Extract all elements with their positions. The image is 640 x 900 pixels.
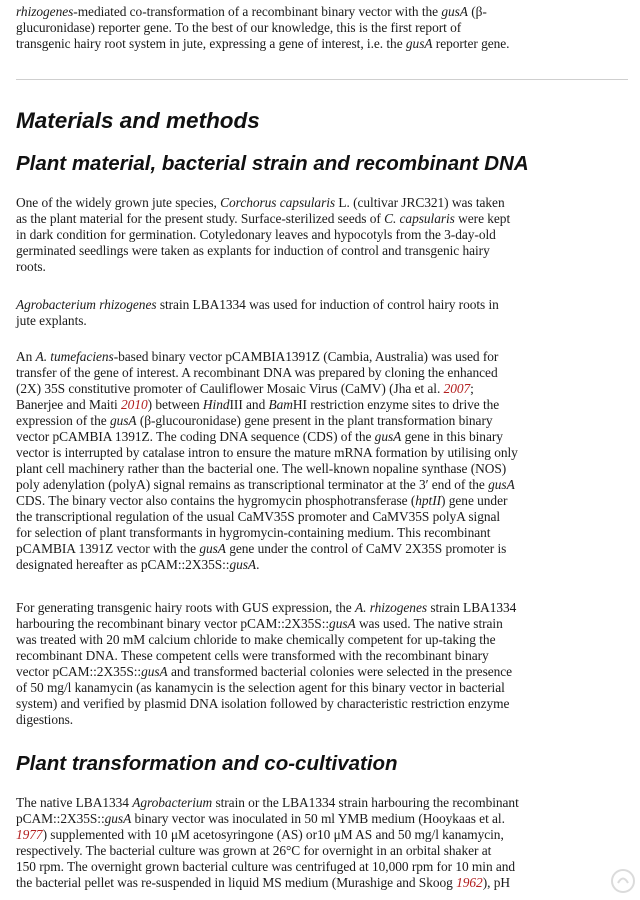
watermark-logo-icon: [610, 868, 636, 894]
paragraph-transgenic-hairy-roots: For generating transgenic hairy roots with GUS expression, the A. rhizogenes strain LBA1334 harbouring the recombinant binary vector pCAM::2X35S::gusA was used. The native strain was treated with 20 mM calcium chloride to make chemically competent for up-taking the recombinant DNA. These competent cells were transformed with the recombinant binary vector pCAM::2X35S::gusA and transformed bacterial colonies were selected in the presence of 50 mg/l kanamycin (as kanamycin is the selection agent for this binary vector in bacterial system) and verified by plasmid DNA isolation followed by characteristic restriction enzyme digestions.: [16, 600, 517, 727]
italic-term: gusA: [329, 616, 356, 631]
italic-term: gusA: [405, 36, 433, 51]
italic-term: Agrobacterium: [132, 795, 213, 810]
citation-year-link[interactable]: 1962: [456, 875, 483, 890]
italic-term: gusA: [109, 413, 137, 428]
italic-term: gusA: [374, 429, 402, 444]
paragraph-binary-vector: An A. tumefaciens-based binary vector pCAMBIA1391Z (Cambia, Australia) was used for transfer of the gene of interest. A recombinant DNA was prepared by cloning the enhanced (2X) 35S constitutive promoter of Cauliflower Mosaic Virus (CaMV) (Jha et al. 2007; Banerjee and Maiti 2010) between HindIII and BamHI restriction enzyme sites to drive the expression of the gusA (β-glucouronidase) gene present in the plant transformation binary vector pCAMBIA 1391Z. The coding DNA sequence (CDS) of the gusA gene in this binary vector is interrupted by catalase intron to ensure the mature mRNA formation by utilising only plant cell machinery rather than the bacterial one. The well-known nopaline synthase (NOS) poly adenylation (polyA) signal remains as transcriptional terminator at the 3′ end of the gusA CDS. The binary vector also contains the hygromycin phosphotransferase (hptII) gene under the transcriptional regulation of the usual CaMV35S promoter and CaMV35S polyA signal for selection of plant transformants in hygromycin-containing medium. This recombinant pCAMBIA 1391Z vector with the gusA gene under the control of CaMV 2X35S promoter is designated hereafter as pCAM::2X35S::gusA.: [16, 349, 518, 572]
italic-term: Corchorus capsularis: [220, 195, 336, 210]
italic-term: gusA: [104, 811, 132, 826]
italic-term: gusA: [441, 4, 468, 19]
paragraph-cocultivation: The native LBA1334 Agrobacterium strain or the LBA1334 strain harbouring the recombinant pCAM::2X35S::gusA binary vector was inoculated in 50 ml YMB medium (Hooykaas et al. 1977) supplemented with 10 μM acetosyringone (AS) or10 μM AS and 50 mg/l kanamycin, respectively. The bacterial culture was grown at 26°C for overnight in an orbital shaker at 150 rpm. The overnight grown bacterial culture was centrifuged at 10,000 rpm for 10 min and the bacterial pellet was re-suspended in liquid MS medium (Murashige and Skoog 1962), pH: [16, 795, 519, 890]
italic-term: gusA: [199, 541, 226, 556]
citation-year-link[interactable]: 2010: [121, 397, 148, 412]
paragraph-agrobacterium-strain: Agrobacterium rhizogenes strain LBA1334 was used for induction of control hairy roots in jute explants.: [16, 297, 499, 328]
italic-term: gusA: [229, 557, 257, 572]
italic-term: Bam: [268, 397, 293, 412]
section-heading-materials-methods: Materials and methods: [16, 108, 260, 133]
italic-term: rhizogenes: [16, 4, 74, 19]
section-divider: [16, 79, 628, 80]
subsection-heading-plant-material: Plant material, bacterial strain and recombinant DNA: [16, 152, 529, 175]
citation-year-link[interactable]: 2007: [443, 381, 471, 396]
italic-term: C. capsularis: [384, 211, 455, 226]
italic-term: hptII: [415, 493, 442, 508]
italic-term: Hind: [202, 397, 230, 412]
paragraph-plant-material: One of the widely grown jute species, Corchorus capsularis L. (cultivar JRC321) was taken as the plant material for the present study. Surface-sterilized seeds of C. capsularis were kept in dark condition for germination. Cotyledonary leaves and hypocotyls from the 3-day-old germinated seedlings were taken as explants for induction of control and transgenic hairy roots.: [16, 195, 511, 274]
italic-term: gusA: [141, 664, 168, 679]
citation-year-link[interactable]: 1977: [16, 827, 43, 842]
italic-term: gusA: [488, 477, 515, 492]
italic-term: Agrobacterium rhizogenes: [16, 297, 157, 312]
italic-term: A. rhizogenes: [355, 600, 428, 615]
italic-term: A. tumefaciens: [35, 349, 114, 364]
intro-paragraph: rhizogenes-mediated co-transformation of a recombinant binary vector with the gusA (β- glucuronidase) reporter gene. To the best of our knowledge, this is the first report of transgenic hairy root system in jute, expressing a gene of interest, i.e. the gusA reporter gene.: [16, 4, 510, 51]
subsection-heading-transformation: Plant transformation and co-cultivation: [16, 752, 398, 775]
